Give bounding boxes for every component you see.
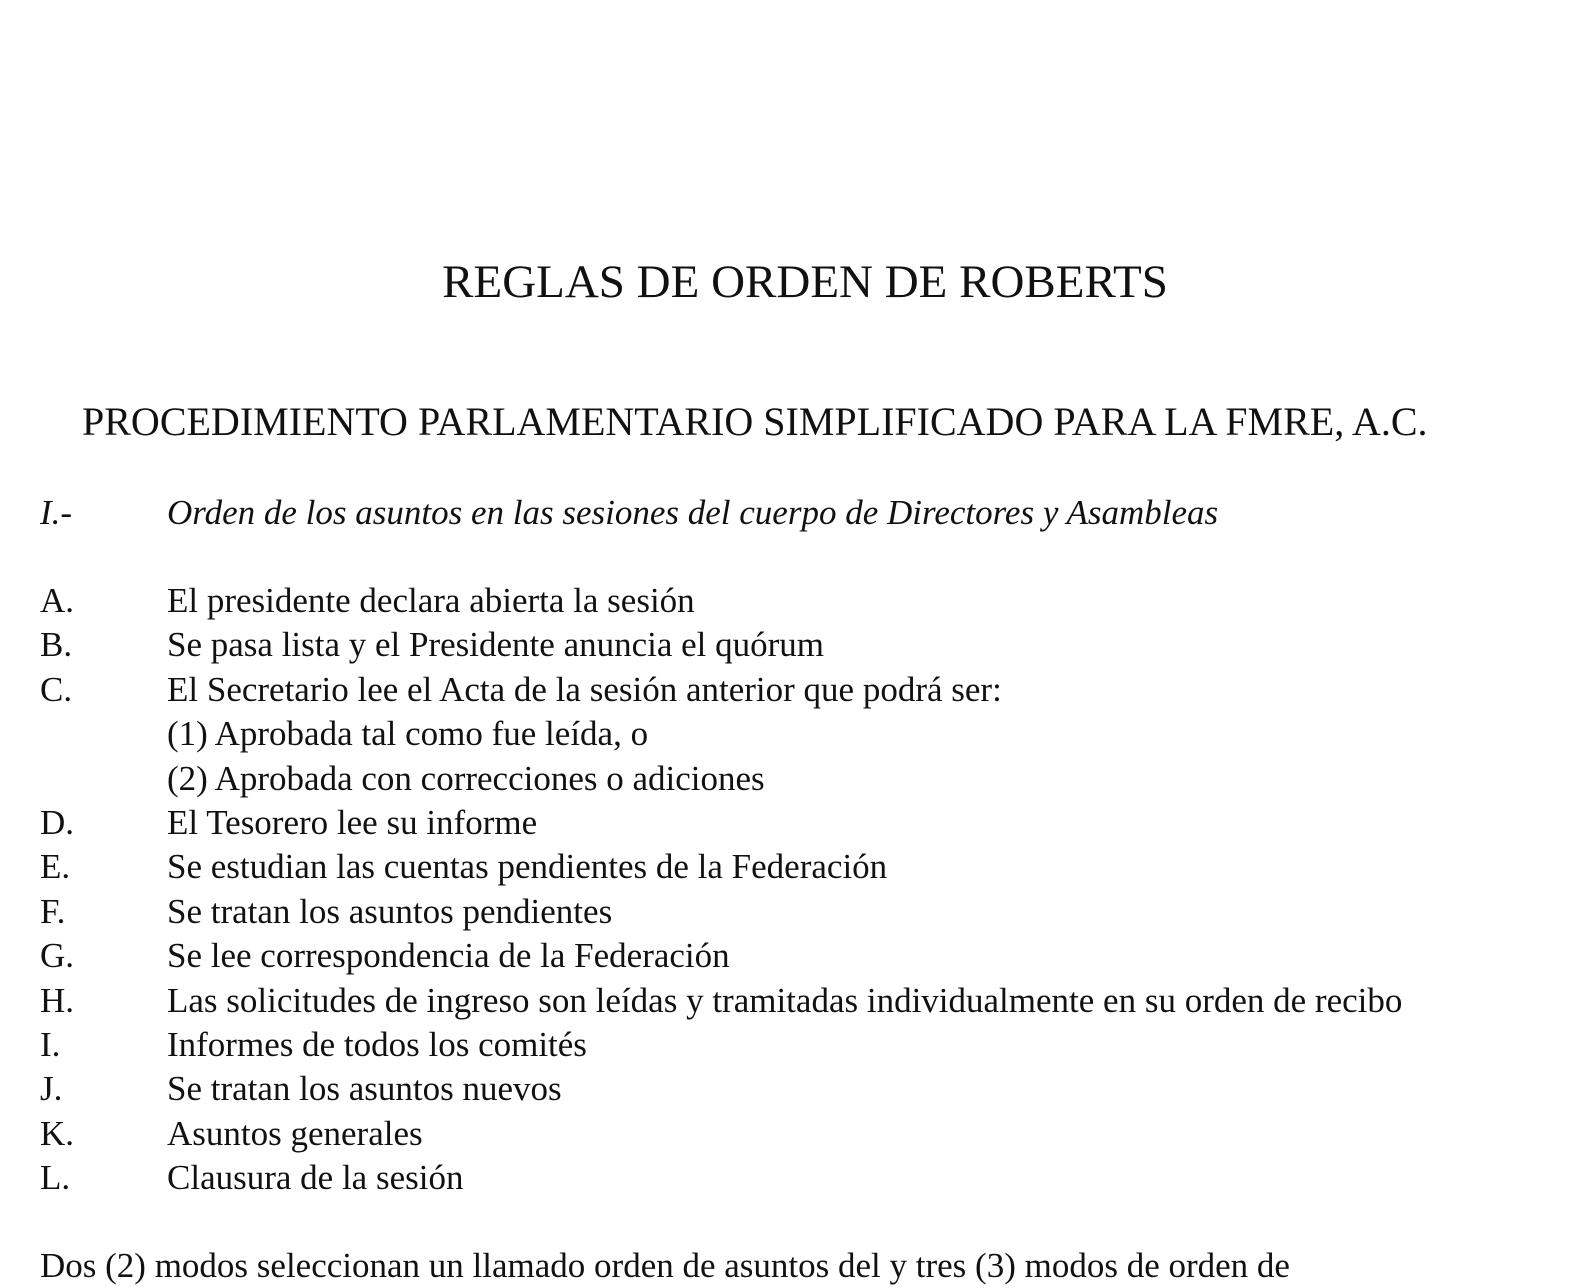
- agenda-item-letter: L.: [40, 1158, 71, 1198]
- agenda-item-text: El Secretario lee el Acta de la sesión anterior que podrá ser:: [167, 669, 1002, 709]
- agenda-item-letter: C.: [40, 669, 73, 709]
- agenda-item-letter: J.: [40, 1069, 63, 1109]
- agenda-item-text: Informes de todos los comités: [167, 1024, 587, 1064]
- agenda-item: [40, 579, 1402, 623]
- agenda-item: [40, 1067, 1402, 1111]
- agenda-item: [40, 890, 1402, 934]
- agenda-item-text: Se lee correspondencia de la Federación: [167, 936, 730, 976]
- agenda-item-letter: H.: [40, 980, 75, 1020]
- cut-off-paragraph: Dos (2) modos seleccionan un llamado orden de asuntos del y tres (3) modos de orden de: [40, 1246, 1290, 1285]
- agenda-item-text: Las solicitudes de ingreso son leídas y tramitadas individualmente en su orden de recibo: [167, 980, 1403, 1020]
- agenda-item: [40, 1023, 1402, 1067]
- agenda-item-letter: F.: [40, 891, 66, 931]
- agenda-subitem: [40, 757, 1402, 801]
- agenda-item: [40, 934, 1402, 978]
- agenda-item-text: Se pasa lista y el Presidente anuncia el quórum: [167, 625, 825, 665]
- agenda-subitem: [40, 712, 1402, 756]
- agenda-item-letter: B.: [40, 625, 73, 665]
- section-title: Orden de los asuntos en las sesiones del cuerpo de Directores y Asambleas: [167, 493, 1219, 532]
- agenda-item-letter: A.: [40, 581, 75, 620]
- agenda-item: [40, 979, 1402, 1023]
- section-number: I.-: [40, 493, 73, 532]
- agenda-list: [40, 579, 1402, 1200]
- document-title: REGLAS DE ORDEN DE ROBERTS: [442, 256, 1168, 308]
- agenda-item-text: Asuntos generales: [167, 1113, 423, 1153]
- agenda-item-text: Se tratan los asuntos pendientes: [167, 891, 613, 931]
- agenda-item-letter: E.: [40, 847, 71, 887]
- agenda-subitem-text: (1) Aprobada tal como fue leída, o: [167, 714, 649, 754]
- agenda-item: [40, 801, 1402, 845]
- section-heading: [40, 490, 1218, 536]
- agenda-item-text: Se estudian las cuentas pendientes de la Federación: [167, 847, 888, 887]
- agenda-item: [40, 623, 1402, 667]
- agenda-item-letter: K.: [40, 1113, 75, 1153]
- agenda-subitem-text: (2) Aprobada con correcciones o adiciones: [167, 758, 765, 798]
- agenda-item-letter: G.: [40, 936, 75, 976]
- agenda-item: [40, 1112, 1402, 1156]
- agenda-item-letter: D.: [40, 802, 75, 842]
- agenda-item-text: El Tesorero lee su informe: [167, 802, 538, 842]
- agenda-item-letter: I.: [40, 1024, 61, 1064]
- agenda-item-text: Clausura de la sesión: [167, 1158, 464, 1198]
- agenda-item-text: Se tratan los asuntos nuevos: [167, 1069, 562, 1109]
- document-subtitle: PROCEDIMIENTO PARLAMENTARIO SIMPLIFICADO PARA LA FMRE, A.C.: [82, 399, 1428, 444]
- agenda-item-text: El presidente declara abierta la sesión: [167, 581, 695, 620]
- agenda-item: [40, 845, 1402, 889]
- agenda-item: [40, 1156, 1402, 1200]
- agenda-item: [40, 668, 1402, 712]
